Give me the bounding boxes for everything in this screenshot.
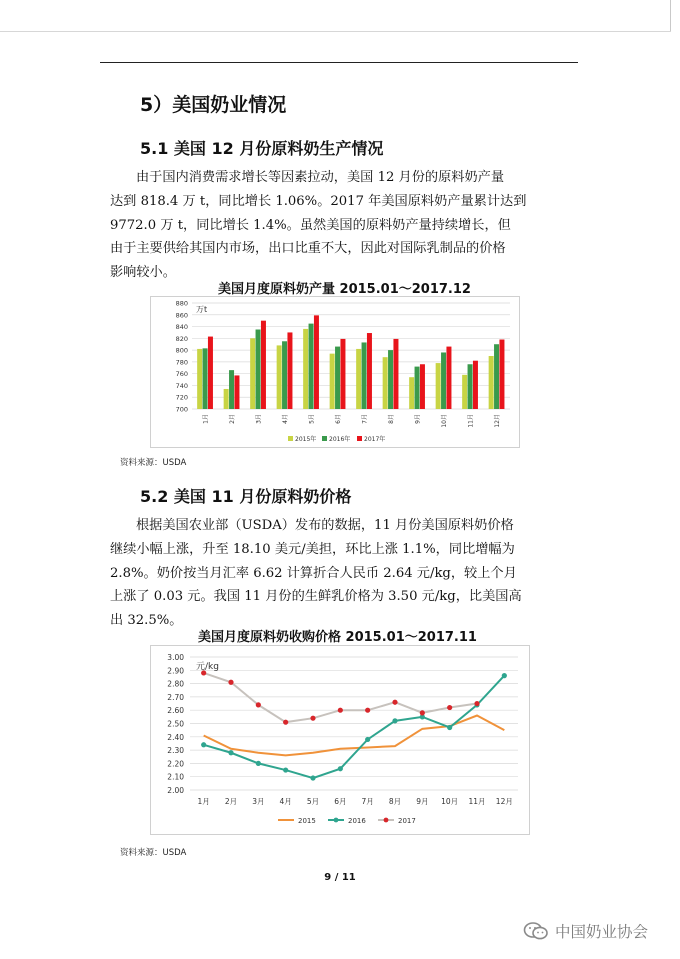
y-tick-label: 2.90 (167, 666, 184, 676)
bar-2015年-3月 (250, 338, 255, 409)
bar-2016年-12月 (494, 344, 499, 409)
x-tick-label: 7月 (361, 414, 369, 424)
x-tick-label: 6月 (334, 414, 342, 424)
x-tick-label: 1月 (197, 797, 210, 806)
text-line: 影响较小。 (110, 265, 176, 281)
bar-2017年-6月 (340, 339, 345, 409)
bar-2016年-1月 (203, 348, 208, 409)
x-tick-label: 10月 (441, 797, 459, 806)
legend-marker-2016 (334, 818, 339, 823)
point-2016 (502, 673, 507, 678)
bar-2015年-10月 (436, 363, 441, 409)
bar-2015年-9月 (409, 377, 414, 409)
text-line: 由于国内消费需求增长等因素拉动，美国 12 月份的原料奶产量 (136, 170, 505, 185)
point-2017 (474, 701, 479, 706)
point-2016 (310, 775, 315, 780)
x-tick-label: 2月 (224, 797, 238, 806)
production-bar-chart (150, 296, 520, 448)
point-2017 (365, 708, 370, 713)
text-line: 达到 818.4 万 t，同比增长 1.06%。2017 年美国原料奶产量累计达到 (110, 193, 527, 209)
point-2016 (201, 742, 206, 747)
section-title: 5）美国奶业情况 (140, 94, 287, 116)
y-tick-label: 2.20 (167, 759, 184, 769)
y-tick-label: 820 (175, 334, 188, 343)
legend-label: 2017年 (364, 436, 386, 443)
x-tick-label: 9月 (414, 414, 422, 424)
text-line: 继续小幅上涨，升至 18.10 美元/美担，环比上涨 1.1%，同比增幅为 (110, 541, 515, 557)
price-chart-title: 美国月度原料奶收购价格 2015.01～2017.11 (198, 630, 477, 645)
x-tick-label: 3月 (255, 414, 263, 424)
point-2016 (447, 725, 452, 730)
bar-2016年-5月 (309, 324, 314, 409)
legend-label: 2015 (298, 817, 316, 825)
legend-swatch-2016年 (322, 436, 327, 441)
y-tick-label: 2.50 (167, 719, 184, 729)
point-2017 (310, 716, 315, 721)
text-line: 由于主要供给其国内市场，出口比重不大，因此对国际乳制品的价格 (110, 241, 506, 257)
x-tick-label: 4月 (281, 414, 289, 424)
point-2016 (338, 766, 343, 771)
text-line: 上涨了 0.03 元。我国 11 月份的生鲜乳价格为 3.50 元/kg，比美国高 (110, 589, 522, 605)
legend-marker-2017 (384, 818, 389, 823)
y-tick-label: 2.70 (167, 692, 184, 702)
bar-2015年-1月 (197, 349, 202, 409)
y-tick-label: 2.00 (167, 786, 184, 795)
y-tick-label: 720 (175, 393, 188, 402)
x-tick-label: 7月 (361, 797, 374, 806)
bar-2016年-11月 (468, 364, 473, 409)
y-tick-label: 2.10 (167, 772, 184, 782)
watermark (523, 916, 648, 946)
x-tick-label: 5月 (308, 414, 316, 424)
unit-label: 元/kg (196, 662, 219, 672)
y-tick-label: 780 (175, 358, 188, 367)
price-line-chart (150, 645, 530, 835)
x-tick-label: 12月 (493, 414, 501, 428)
bar-2015年-4月 (277, 345, 282, 409)
y-tick-label: 860 (175, 311, 188, 320)
page-number: 9 / 11 (324, 872, 356, 883)
y-tick-label: 740 (175, 381, 188, 390)
bar-2015年-12月 (489, 356, 494, 409)
point-2017 (420, 710, 425, 715)
y-tick-label: 760 (175, 370, 188, 379)
bar-2017年-12月 (499, 340, 504, 409)
bar-2017年-7月 (367, 333, 372, 409)
bar-2017年-1月 (208, 337, 213, 409)
subsection-title-production: 5.1 美国 12 月份原料奶生产情况 (140, 139, 384, 158)
x-tick-label: 12月 (495, 797, 513, 806)
bar-2016年-4月 (282, 341, 287, 409)
y-tick-label: 840 (175, 323, 188, 332)
y-tick-label: 2.60 (167, 706, 184, 716)
y-tick-label: 880 (175, 299, 188, 308)
text-line: 2.8%。奶价按当月汇率 6.62 计算折合人民币 2.64 元/kg，较上个月 (110, 565, 517, 581)
bar-2017年-10月 (446, 347, 451, 409)
subsection-title-price: 5.2 美国 11 月份原料奶价格 (140, 487, 352, 506)
bar-2016年-8月 (388, 350, 393, 409)
production-chart-source: 资料来源：USDA (120, 458, 187, 468)
legend-label: 2015年 (295, 436, 317, 443)
point-2017 (283, 720, 288, 725)
bar-2015年-8月 (383, 357, 388, 409)
bar-2017年-3月 (261, 321, 266, 409)
unit-label: 万t (196, 305, 208, 314)
point-2016 (256, 761, 261, 766)
price-paragraph (110, 514, 580, 633)
bar-2016年-10月 (441, 352, 446, 409)
text-line: 根据美国农业部（USDA）发布的数据，11 月份美国原料奶价格 (136, 518, 514, 533)
bar-2016年-2月 (229, 370, 234, 409)
bar-2016年-7月 (362, 342, 367, 409)
point-2017 (447, 705, 452, 710)
bar-2017年-4月 (287, 332, 292, 409)
bar-2017年-8月 (393, 339, 398, 409)
bar-2017年-2月 (234, 375, 239, 409)
wechat-icon (523, 921, 549, 941)
point-2016 (392, 718, 397, 723)
y-tick-label: 700 (175, 405, 188, 414)
production-paragraph (110, 166, 580, 285)
legend-swatch-2017年 (357, 436, 362, 441)
x-tick-label: 11月 (468, 797, 486, 806)
point-2016 (365, 737, 370, 742)
x-tick-label: 9月 (416, 797, 429, 806)
text-line: 9772.0 万 t，同比增长 1.4%。虽然美国的原料奶产量持续增长，但 (110, 217, 511, 233)
bar-2017年-5月 (314, 315, 319, 409)
x-tick-label: 3月 (252, 797, 265, 806)
x-tick-label: 1月 (202, 414, 210, 424)
bar-2015年-11月 (462, 375, 467, 409)
y-tick-label: 2.80 (167, 679, 184, 689)
legend-label: 2016 (348, 817, 366, 825)
watermark-text: 中国奶业协会 (555, 923, 649, 941)
production-chart-title: 美国月度原料奶产量 2015.01～2017.12 (218, 282, 471, 297)
legend-label: 2016年 (329, 436, 351, 443)
point-2017 (228, 680, 233, 685)
bar-2015年-5月 (303, 329, 308, 409)
legend-swatch-2015年 (288, 436, 293, 441)
y-tick-label: 800 (175, 346, 188, 355)
x-tick-label: 2月 (228, 414, 236, 424)
bar-2016年-9月 (415, 367, 420, 409)
bar-2015年-6月 (330, 354, 335, 409)
bar-2016年-6月 (335, 347, 340, 409)
window-frame-top (0, 31, 671, 32)
y-tick-label: 2.30 (167, 746, 184, 756)
x-tick-label: 4月 (279, 797, 292, 806)
price-chart-source: 资料来源：USDA (120, 848, 187, 858)
point-2017 (338, 708, 343, 713)
point-2016 (283, 767, 288, 772)
x-tick-label: 11月 (467, 414, 475, 428)
bar-2017年-9月 (420, 364, 425, 409)
x-tick-label: 10月 (440, 414, 448, 428)
text-line: 出 32.5%。 (110, 613, 183, 629)
x-tick-label: 8月 (388, 797, 402, 806)
bar-2015年-7月 (356, 349, 361, 409)
legend-label: 2017 (398, 817, 416, 825)
point-2017 (256, 702, 261, 707)
bar-2015年-2月 (224, 389, 229, 409)
bar-2016年-3月 (256, 330, 261, 410)
x-tick-label: 5月 (306, 797, 320, 806)
bar-2017年-11月 (473, 361, 478, 409)
x-tick-label: 6月 (334, 797, 347, 806)
point-2017 (392, 700, 397, 705)
y-tick-label: 2.40 (167, 732, 184, 742)
header-rule (100, 62, 578, 63)
x-tick-label: 8月 (387, 414, 395, 424)
point-2016 (228, 750, 233, 755)
window-frame-right (670, 0, 671, 32)
y-tick-label: 3.00 (167, 653, 184, 662)
